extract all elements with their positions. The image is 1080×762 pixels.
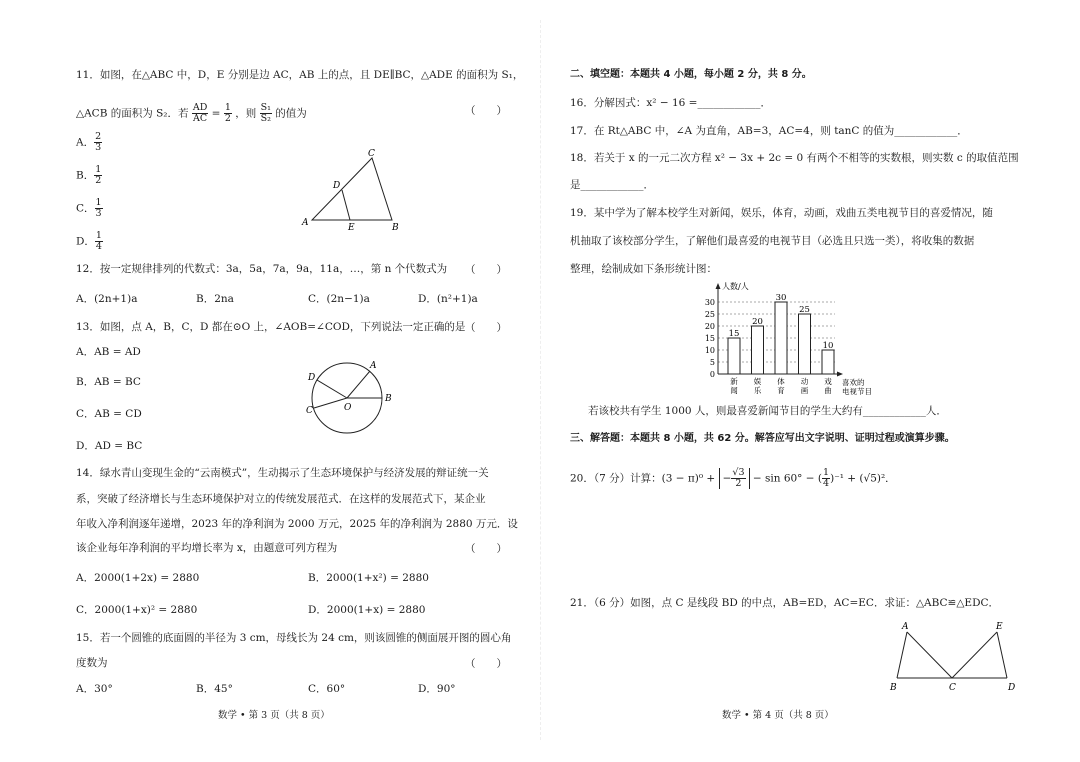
- q11-answer-paren: （ ）: [465, 105, 507, 117]
- chart-value-label-4: 10: [822, 341, 834, 351]
- chart-bar-4: [822, 350, 834, 374]
- q15-option-c[interactable]: C．60°: [308, 683, 346, 695]
- q14-option-d[interactable]: D．2000(1+x) = 2880: [308, 604, 426, 616]
- q11-label-e: E: [348, 223, 355, 233]
- chart-xtick-4-0: 戏: [824, 377, 832, 386]
- right-footer: 数学 • 第 4 页（共 8 页）: [722, 710, 834, 721]
- q11-frac-ad-ac: $\frac{AD}{AC}$: [192, 102, 208, 124]
- chart-ylabel: 人数/人: [722, 282, 749, 291]
- chart-ytick-0: 0: [709, 370, 715, 379]
- q17-text: 17．在 Rt△ABC 中，∠A 为直角，AB=3，AC=4，则 tanC 的值为____________．: [570, 125, 968, 137]
- chart-xtick-3-0: 动: [800, 377, 809, 386]
- q14-line3: 年收入净利润逐年递增，2023 年的净利润为 2000 万元，2025 年的净利润为 2880 万元．设: [76, 518, 518, 530]
- q12-option-b[interactable]: B．2na: [196, 293, 234, 305]
- q12-option-d[interactable]: D．(n²+1)a: [418, 293, 478, 305]
- q15-line2: 度数为: [76, 657, 108, 669]
- q12-answer-paren: （ ）: [465, 264, 507, 276]
- q20-part-a: 20．（7 分）计算：(3 − π)⁰ +: [570, 472, 716, 485]
- q13-label-d: D: [308, 373, 316, 383]
- chart-xlabel-line1: 喜欢的: [842, 378, 865, 387]
- chart-xtick-4-1: 曲: [824, 386, 832, 395]
- q12-option-c[interactable]: C．(2n−1)a: [308, 293, 370, 305]
- q11-frac-half: $\frac{1}{2}$: [224, 102, 231, 124]
- q19-bar-chart: [690, 280, 890, 400]
- chart-ytick-25: 25: [704, 310, 715, 319]
- q12-text: 12．按一定规律排列的代数式：3a，5a，7a，9a，11a，…，第 n 个代数式为: [76, 263, 448, 275]
- chart-xtick-0-0: 新: [730, 377, 738, 386]
- q19-line1: 19．某中学为了解本校学生对新闻，娱乐，体育，动画，戏曲五类电视节目的喜爱情况，随: [570, 207, 993, 219]
- q21-label-d: D: [1008, 683, 1016, 693]
- q14-line4: 该企业每年净利润的平均增长率为 x，由题意可列方程为: [76, 542, 338, 554]
- chart-value-label-1: 20: [752, 317, 763, 327]
- q13-option-a[interactable]: A．AB = AD: [76, 346, 141, 358]
- chart-ytick-10: 10: [704, 346, 715, 355]
- q14-line2: 系，突破了经济增长与生态环境保护对立的传统发展范式．在这样的发展范式下，某企业: [76, 493, 486, 505]
- chart-bar-1: [752, 326, 764, 374]
- q11-label-c: C: [368, 149, 375, 159]
- q11-option-c[interactable]: C． $\frac{1}{3}$: [76, 197, 102, 219]
- q21-text: 21．（6 分）如图，点 C 是线段 BD 的中点，AB=ED，AC=EC．求证：△ABC≌△EDC．: [570, 597, 1000, 609]
- chart-value-label-0: 15: [728, 329, 740, 339]
- page-divider: [540, 20, 541, 740]
- chart-bar-0: [728, 338, 740, 374]
- chart-bar-2: [775, 302, 787, 374]
- chart-xtick-2-1: 育: [777, 386, 785, 395]
- q13-option-c[interactable]: C．AB = CD: [76, 408, 142, 420]
- q14-line1: 14．绿水青山变现生金的“云南模式”，生动揭示了生态环境保护与经济发展的辩证统一关: [76, 467, 489, 479]
- q12-option-a[interactable]: A．(2n+1)a: [76, 293, 138, 305]
- q14-option-a[interactable]: A．2000(1+2x) = 2880: [76, 572, 200, 584]
- q20-part-b: − sin 60° −: [752, 472, 815, 485]
- q11-line1: 11．如图，在△ABC 中，D，E 分别是边 AC，AB 上的点，且 DE∥BC，△ADE 的面积为 S₁，: [76, 69, 524, 81]
- chart-value-label-2: 30: [775, 293, 787, 303]
- chart-xtick-labels: [730, 376, 872, 396]
- chart-xlabel-line2: 电视节目: [842, 387, 872, 396]
- q21-label-c: C: [949, 683, 956, 693]
- q11-option-a[interactable]: A． $\frac{2}{3}$: [76, 131, 102, 153]
- section-3-heading: 三、解答题：本题共 8 小题，共 62 分。解答应写出文字说明、证明过程或演算步骤。: [570, 433, 955, 444]
- q13-answer-paren: （ ）: [465, 322, 507, 334]
- chart-xtick-2-0: 体: [777, 377, 785, 386]
- q13-circle-figure: [300, 358, 400, 438]
- q21-label-a: A: [902, 622, 909, 632]
- chart-ytick-15: 15: [704, 334, 715, 343]
- chart-ytick-labels: [705, 298, 715, 379]
- q13-label-a: A: [370, 361, 377, 371]
- q11-label-a: A: [302, 218, 309, 228]
- chart-value-label-3: 25: [799, 305, 810, 315]
- q13-label-c: C: [306, 406, 313, 416]
- q19-line3: 整理，绘制成如下条形统计图：: [570, 263, 717, 275]
- q11-line2-a: △ACB 的面积为 S₂．若: [76, 107, 189, 120]
- chart-xtick-3-1: 画: [800, 386, 809, 395]
- q15-line1: 15．若一个圆锥的底面圆的半径为 3 cm，母线长为 24 cm，则该圆锥的侧面展开图的圆心角: [76, 632, 512, 644]
- q21-figure: [885, 620, 1025, 693]
- left-footer: 数学 • 第 3 页（共 8 页）: [218, 710, 330, 721]
- q14-answer-paren: （ ）: [465, 543, 507, 555]
- q13-text: 13．如图，点 A，B，C，D 都在⊙O 上，∠AOB=∠COD，下列说法一定正确的是: [76, 321, 466, 333]
- q11-frac-s1-s2: $\frac{\text{S₁}}{\text{S₂}}$: [260, 102, 271, 124]
- chart-y-arrow: [716, 283, 721, 289]
- q13-label-o: O: [344, 403, 352, 413]
- q18-line2: 是____________．: [570, 179, 654, 191]
- q15-option-a[interactable]: A．30°: [76, 683, 113, 695]
- q20-part-c: ⁻¹ + (√5)²．: [834, 472, 896, 485]
- q11-line2-b: ，则: [235, 107, 257, 120]
- q15-answer-paren: （ ）: [465, 658, 507, 670]
- q14-option-b[interactable]: B．2000(1+x²) = 2880: [308, 572, 429, 584]
- q11-label-b: B: [392, 223, 399, 233]
- q11-label-d: D: [333, 181, 341, 191]
- q21-label-b: B: [890, 683, 897, 693]
- q19-line2: 机抽取了该校部分学生，了解他们最喜爱的电视节目（必选且只选一类），将收集的数据: [570, 235, 975, 247]
- chart-ytick-5: 5: [709, 358, 715, 367]
- q20-expression: 20．（7 分）计算：(3 − π)⁰ + − $\frac{√3}{2}$ − sin 60° − ( $\frac{1}{4}$ )⁻¹ + (√5)²．: [570, 467, 896, 489]
- q13-option-b[interactable]: B．AB = BC: [76, 376, 141, 388]
- q13-option-d[interactable]: D．AD = BC: [76, 440, 143, 452]
- q21-label-e: E: [996, 622, 1003, 632]
- q11-option-d[interactable]: D． $\frac{1}{4}$: [76, 230, 102, 252]
- q11-line2: [76, 103, 307, 124]
- chart-xtick-1-1: 乐: [753, 386, 762, 395]
- q20-abs-value: − $\frac{√3}{2}$: [719, 468, 750, 489]
- chart-x-arrow: [837, 372, 843, 377]
- q11-eq: =: [211, 107, 221, 120]
- q11-option-b[interactable]: B． $\frac{1}{2}$: [76, 164, 102, 186]
- q11-line2-c: 的值为: [275, 107, 307, 120]
- q11-triangle-figure: [300, 148, 410, 236]
- q18-line1: 18．若关于 x 的一元二次方程 x² − 3x + 2c = 0 有两个不相等的实数根，则实数 c 的取值范围: [570, 152, 1019, 164]
- chart-ytick-20: 20: [704, 322, 715, 331]
- q15-option-b[interactable]: B．45°: [196, 683, 233, 695]
- chart-xtick-0-1: 闻: [730, 386, 738, 395]
- q16-text: 16．分解因式：x² − 16 =____________．: [570, 97, 771, 109]
- q20-frac-quarter: $\frac{1}{4}$: [823, 467, 830, 489]
- chart-xtick-1-0: 娱: [753, 377, 762, 386]
- q14-option-c[interactable]: C．2000(1+x)² = 2880: [76, 604, 198, 616]
- chart-bar-3: [799, 314, 811, 374]
- q19-question: 若该校共有学生 1000 人，则最喜爱新闻节目的学生大约有____________人．: [588, 405, 947, 417]
- q13-label-b: B: [385, 394, 392, 404]
- q15-option-d[interactable]: D．90°: [418, 683, 456, 695]
- chart-ytick-30: 30: [704, 298, 715, 307]
- section-2-heading: 二、填空题：本题共 4 小题，每小题 2 分，共 8 分。: [570, 69, 812, 80]
